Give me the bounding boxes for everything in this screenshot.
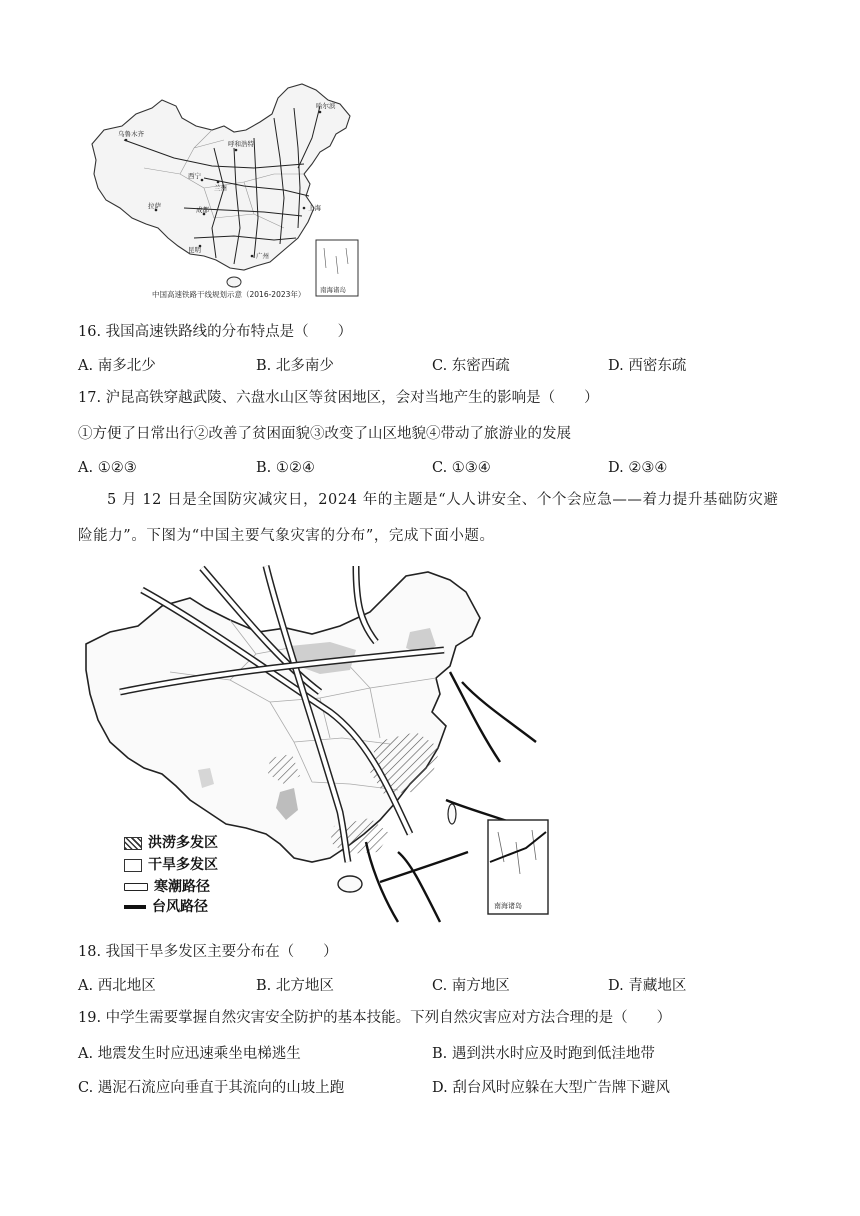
q19-option-c: C. 遇泥石流应向垂直于其流向的山坡上跑 xyxy=(78,1080,345,1096)
legend-label: 干旱多发区 xyxy=(148,857,218,873)
typhoon-swatch xyxy=(124,905,146,909)
inset-label-1: 南海诸岛 xyxy=(320,286,346,294)
q17-stem: 17. 沪昆高铁穿越武陵、六盘水山区等贫困地区，会对当地产生的影响是（ ） xyxy=(78,390,599,406)
q17-option-c: C. ①③④ xyxy=(432,460,491,476)
q17-option-b: B. ①②④ xyxy=(256,460,315,476)
legend-item-cold-wave xyxy=(124,876,210,898)
q19-option-a: A. 地震发生时应迅速乘坐电梯逃生 xyxy=(78,1046,301,1062)
q18-option-c: C. 南方地区 xyxy=(432,978,510,994)
q17-items: ①方便了日常出行②改善了贫困面貌③改变了山区地貌④带动了旅游业的发展 xyxy=(78,426,571,442)
city-label: 乌鲁木齐 xyxy=(118,130,144,138)
q16-stem: 16. 我国高速铁路线的分布特点是（ ） xyxy=(78,324,353,340)
q19-stem: 19. 中学生需要掌握自然灾害安全防护的基本技能。下列自然灾害应对方法合理的是（ ） xyxy=(78,1010,672,1026)
rail-map-caption: 中国高速铁路干线规划示意（2016-2023年） xyxy=(152,290,306,299)
q18-option-d: D. 青藏地区 xyxy=(608,978,687,994)
city-label: 上海 xyxy=(308,204,321,212)
q18-option-a: A. 西北地区 xyxy=(78,978,156,994)
legend-item-typhoon xyxy=(124,896,208,918)
rail-map-figure xyxy=(84,78,364,304)
disaster-intro-paragraph: 5 月 12 日是全国防灾减灾日，2024 年的主题是“人人讲安全、个个会应急——着力提升基础防灾避险能力”。下图为“中国主要气象灾害的分布”，完成下面小题。 xyxy=(78,492,779,544)
legend-label: 洪涝多发区 xyxy=(148,835,218,851)
city-label: 哈尔滨 xyxy=(316,102,336,110)
legend-label: 台风路径 xyxy=(152,899,208,915)
q16-option-c: C. 东密西疏 xyxy=(432,358,510,374)
cold-wave-swatch xyxy=(124,883,148,891)
flood-swatch xyxy=(124,837,142,850)
city-label: 西宁 xyxy=(188,172,201,180)
city-label: 广州 xyxy=(256,252,269,260)
q17-option-a: A. ①②③ xyxy=(78,460,137,476)
city-label: 成都 xyxy=(196,206,209,214)
q16-option-d: D. 西密东疏 xyxy=(608,358,687,374)
q18-option-b: B. 北方地区 xyxy=(256,978,334,994)
city-label: 拉萨 xyxy=(148,202,161,210)
q17-option-d: D. ②③④ xyxy=(608,460,668,476)
city-label: 昆明 xyxy=(188,246,201,254)
q16-option-b: B. 北多南少 xyxy=(256,358,334,374)
legend-item-drought xyxy=(124,854,218,876)
legend-label: 寒潮路径 xyxy=(154,879,210,895)
city-label: 呼和浩特 xyxy=(228,140,254,148)
city-label: 兰州 xyxy=(214,184,227,192)
rail-map-image xyxy=(84,78,364,304)
q18-stem: 18. 我国干旱多发区主要分布在（ ） xyxy=(78,944,338,960)
q19-option-b: B. 遇到洪水时应及时跑到低洼地带 xyxy=(432,1046,655,1062)
q16-option-a: A. 南多北少 xyxy=(78,358,156,374)
q19-option-d: D. 刮台风时应躲在大型广告牌下避风 xyxy=(432,1080,670,1096)
inset-label-2: 南海诸岛 xyxy=(494,902,522,910)
legend-item-flood xyxy=(124,832,218,854)
drought-swatch xyxy=(124,859,142,872)
